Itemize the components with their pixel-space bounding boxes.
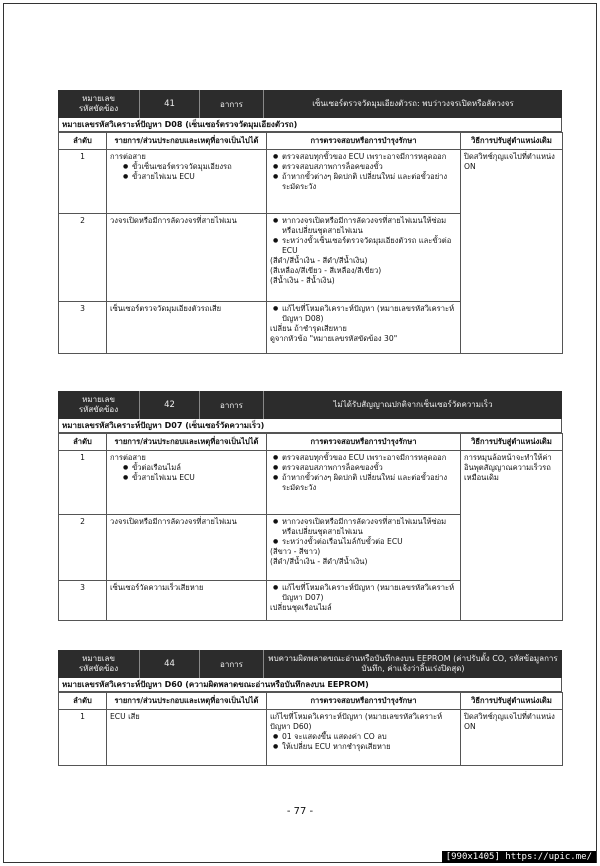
section-header	[58, 90, 562, 118]
col-header-item: รายการ/ส่วนประกอบและเหตุที่อาจเป็นไปได้	[107, 133, 267, 150]
diagnosis-table	[58, 692, 563, 766]
code-value: 41	[140, 90, 200, 118]
watermark: [990x1405] https://upic.me/	[442, 851, 596, 863]
col-header-order: ลำดับ	[59, 434, 107, 451]
col-header-restore: วิธีการปรับสู่ตำแหน่งเดิม	[461, 434, 563, 451]
section-title: หมายเลขรหัสวิเคราะห์ปัญหา D08 (เซ็นเซอร์ตรวจวัดมุมเอียงตัวรถ)	[58, 118, 562, 132]
code-value: 44	[140, 650, 200, 678]
table-row: 3 เซ็นเซอร์วัดความเร็วเสียหาย ● แก้ไขที่โหมดวิเคราะห์ปัญหา (หมายเลขรหัสวิเคราะห์ปัญหา D07) เปลี่ยนชุดเรือนไมล์	[59, 581, 563, 621]
section-title: หมายเลขรหัสวิเคราะห์ปัญหา D60 (ความผิดพลาดขณะอ่านหรือบันทึกลงบน EEPROM)	[58, 678, 562, 692]
col-header-order: ลำดับ	[59, 693, 107, 710]
table-row: 1 ECU เสีย แก้ไขที่โหมดวิเคราะห์ปัญหา (หมายเลขรหัสวิเคราะห์ปัญหา D60) ● 01 จะแสดงขึ้น แสดงค่า CO ลบ ● ให้เปลี่ยน ECU หากชำรุดเสียหาย ปิดสวิทช์กุญแจไปที่ตำแหน่ง ON	[59, 710, 563, 766]
symptom-label: อาการ	[200, 90, 264, 118]
col-header-restore: วิธีการปรับสู่ตำแหน่งเดิม	[461, 133, 563, 150]
code-label: หมายเลข รหัสขัดข้อง	[58, 391, 140, 419]
symptom-text: พบความผิดพลาดขณะอ่านหรือบันทึกลงบน EEPROM (ค่าปรับตั้ง CO, รหัสข้อมูลการบันทึก, ค่าแจ้งว่าลิ้นเร่งปิดสุด)	[268, 654, 558, 673]
col-header-order: ลำดับ	[59, 133, 107, 150]
section-title: หมายเลขรหัสวิเคราะห์ปัญหา D07 (เซ็นเซอร์วัดความเร็ว)	[58, 419, 562, 433]
diagnosis-table	[58, 433, 563, 621]
restore-cell: การหมุนล้อหน้าจะทำให้ค่าอินพุตสัญญาณความเร็วรถเหมือนเดิม	[461, 451, 563, 621]
col-header-item: รายการ/ส่วนประกอบและเหตุที่อาจเป็นไปได้	[107, 693, 267, 710]
table-row: 3 เซ็นเซอร์ตรวจวัดมุมเอียงตัวรถเสีย ● แก้ไขที่โหมดวิเคราะห์ปัญหา (หมายเลขรหัสวิเคราะห์ปัญหา D08) เปลี่ยน ถ้าชำรุดเสียหาย ดูจากหัวข้อ "หมายเลขรหัสขัดข้อง 30"	[59, 302, 563, 354]
col-header-item: รายการ/ส่วนประกอบและเหตุที่อาจเป็นไปได้	[107, 434, 267, 451]
code-label: หมายเลข รหัสขัดข้อง	[58, 650, 140, 678]
section-41	[58, 90, 562, 354]
symptom-label: อาการ	[200, 391, 264, 419]
code-label: หมายเลข รหัสขัดข้อง	[58, 90, 140, 118]
table-row: 2 วงจรเปิดหรือมีการลัดวงจรที่สายไฟเมน ● หากวงจรเปิดหรือมีการลัดวงจรที่สายไฟเมนให้ซ่อมหรือเปลี่ยนชุดสายไฟเมน ● ระหว่างขั้วเซ็นเซอร์ตรวจวัดมุมเอียงตัวรถ และขั้วต่อ ECU (สีดำ/สีน้ำเงิน - สีดำ/สีน้ำเงิน) (สีเหลือง/สีเขียว - สีเหลือง/สีเขียว) (สีน้ำเงิน - สีน้ำเงิน)	[59, 214, 563, 302]
table-row: 2 วงจรเปิดหรือมีการลัดวงจรที่สายไฟเมน ● หากวงจรเปิดหรือมีการลัดวงจรที่สายไฟเมนให้ซ่อมหรือเปลี่ยนชุดสายไฟเมน ● ระหว่างขั้วต่อเรือนไมล์กับขั้วต่อ ECU (สีขาว - สีขาว) (สีดำ/สีน้ำเงิน - สีดำ/สีน้ำเงิน)	[59, 515, 563, 581]
page-number: - 77 -	[286, 806, 314, 817]
symptom-text: ไม่ได้รับสัญญาณปกติจากเซ็นเซอร์วัดความเร็ว	[333, 400, 493, 409]
table-row: 1 การต่อสาย ● ขั้วต่อเรือนไมล์ ● ขั้วสายไฟเมน ECU ● ตรวจสอบทุกขั้วของ ECU เพราะอาจมีการหลุดออก ● ตรวจสอบสภาพการล็อคของขั้ว ● ถ้าหากขั้วต่างๆ ผิดปกติ เปลี่ยนใหม่ และต่อขั้วอย่างระมัดระวัง การหมุนล้อหน้าจะทำให้ค่าอินพุตสัญญาณความเร็วรถเหมือนเดิม	[59, 451, 563, 515]
restore-cell: ปิดสวิทช์กุญแจไปที่ตำแหน่ง ON	[461, 150, 563, 354]
section-42	[58, 391, 562, 621]
col-header-check: การตรวจสอบหรือการบำรุงรักษา	[267, 693, 461, 710]
section-44	[58, 650, 562, 766]
col-header-restore: วิธีการปรับสู่ตำแหน่งเดิม	[461, 693, 563, 710]
code-value: 42	[140, 391, 200, 419]
section-header	[58, 391, 562, 419]
symptom-text: เซ็นเซอร์ตรวจวัดมุมเอียงตัวรถ: พบว่าวงจรเปิดหรือลัดวงจร	[312, 99, 514, 108]
col-header-check: การตรวจสอบหรือการบำรุงรักษา	[267, 133, 461, 150]
section-header	[58, 650, 562, 678]
col-header-check: การตรวจสอบหรือการบำรุงรักษา	[267, 434, 461, 451]
table-row: 1 การต่อสาย ● ขั้วเซ็นเซอร์ตรวจวัดมุมเอียงรถ ● ขั้วสายไฟเมน ECU ● ตรวจสอบทุกขั้วของ ECU เพราะอาจมีการหลุดออก ● ตรวจสอบสภาพการล็อคของขั้ว ● ถ้าหากขั้วต่างๆ ผิดปกติ เปลี่ยนใหม่ และต่อขั้วอย่างระมัดระวัง ปิดสวิทช์กุญแจไปที่ตำแหน่ง ON	[59, 150, 563, 214]
restore-cell: ปิดสวิทช์กุญแจไปที่ตำแหน่ง ON	[461, 710, 563, 766]
symptom-label: อาการ	[200, 650, 264, 678]
diagnosis-table	[58, 132, 563, 354]
